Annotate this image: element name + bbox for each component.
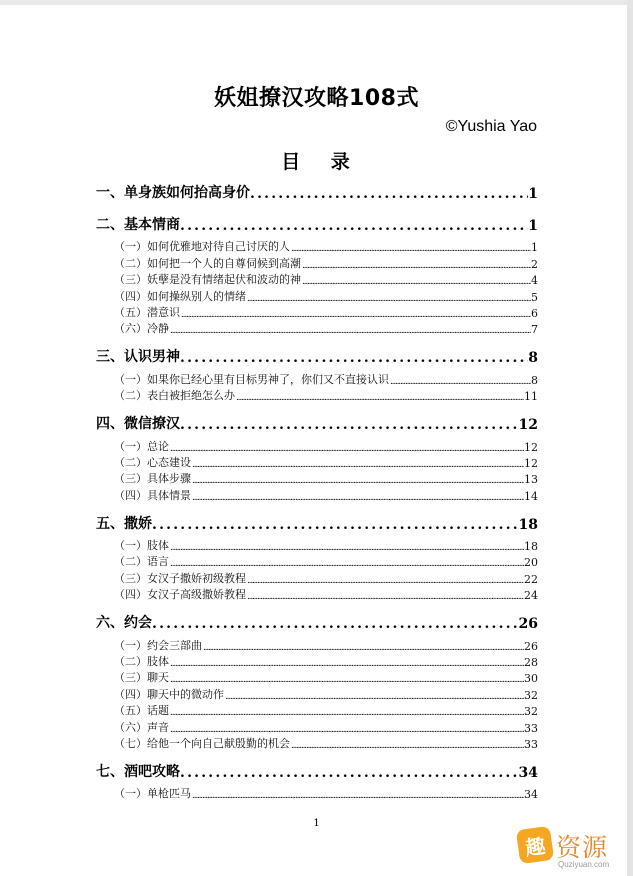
toc-leader-dots: [250, 186, 528, 202]
toc-subsection-entry[interactable]: [96, 287, 538, 303]
toc-subsection-entry[interactable]: [96, 569, 538, 585]
toc-subsection-label: （一）约会三部曲: [114, 638, 202, 652]
toc-leader-dots: [180, 417, 519, 433]
toc-subsection-label: （二）语言: [114, 555, 169, 569]
toc-leader-dots: [236, 393, 524, 403]
toc-subsection-page: 11: [524, 390, 538, 404]
toc-subsection-label: （三）具体步骤: [114, 472, 191, 486]
toc-subsection-entry[interactable]: [96, 653, 538, 669]
toc-leader-dots: [247, 592, 524, 602]
toc-section-page: 12: [518, 417, 538, 434]
toc-leader-dots: [170, 725, 524, 735]
toc-subsection-entry[interactable]: [96, 636, 538, 652]
toc-subsection-page: 32: [524, 688, 538, 702]
toc-subsection-page: 12: [524, 440, 538, 454]
toc-subsection-page: 32: [524, 705, 538, 719]
toc-subsection-entry[interactable]: [96, 238, 538, 254]
toc-subsection-label: （三）聊天: [114, 671, 169, 685]
toc-subsection-entry[interactable]: [96, 271, 538, 287]
toc-subsection-label: （四）聊天中的微动作: [114, 687, 224, 701]
toc-subsection-entry[interactable]: [96, 553, 538, 569]
toc-subsection-label: （六）声音: [114, 720, 169, 734]
toc-subsection-list: [96, 437, 538, 503]
toc-subsection-label: （六）冷静: [114, 322, 169, 336]
toc-subsection-entry[interactable]: [96, 304, 538, 320]
toc-subsection-page: 1: [531, 241, 538, 255]
toc-leader-dots: [291, 741, 524, 751]
toc-subsection-page: 2: [531, 257, 538, 271]
page-number: 1: [313, 818, 320, 829]
toc-section-page: 34: [518, 764, 538, 781]
toc-subsection-label: （四）如何操纵别人的情绪: [114, 289, 246, 303]
toc-subsection-list: [96, 537, 538, 603]
toc-leader-dots: [152, 517, 519, 533]
toc-section-page: 26: [518, 616, 538, 633]
toc-subsection-page: 5: [531, 290, 538, 304]
toc-subsection-list: [96, 370, 538, 403]
toc-section-page: 1: [528, 218, 538, 234]
toc-leader-dots: [170, 559, 524, 569]
toc-leader-dots: [390, 377, 531, 387]
toc-leader-dots: [302, 261, 531, 271]
toc-section-entry[interactable]: [96, 178, 538, 202]
toc-section-label: 四、微信撩汉: [96, 416, 180, 433]
toc-subsection-page: 8: [531, 373, 538, 387]
toc-section-page: 8: [528, 350, 538, 367]
toc-leader-dots: [180, 765, 519, 781]
toc-section-entry[interactable]: [96, 608, 538, 632]
toc-section-label: 七、酒吧攻略: [96, 763, 180, 780]
toc-subsection-label: （三）女汉子撒娇初级教程: [114, 571, 246, 585]
toc-subsection-label: （五）话题: [114, 704, 169, 718]
toc-subsection-page: 33: [524, 737, 538, 751]
toc-leader-dots: [247, 576, 524, 586]
viewer-top-edge: [0, 0, 633, 5]
toc-leader-dots: [152, 616, 519, 632]
toc-section-entry[interactable]: [96, 509, 538, 533]
toc-subsection-entry[interactable]: [96, 486, 538, 502]
toc-leader-dots: [192, 460, 524, 470]
toc-section-page: 18: [518, 516, 538, 533]
toc-subsection-entry[interactable]: [96, 735, 538, 751]
toc-subsection-label: （七）给他一个向自己献殷勤的机会: [114, 736, 290, 750]
toc-subsection-page: 18: [524, 540, 538, 554]
toc-subsection-page: 20: [524, 556, 538, 570]
toc-subsection-entry[interactable]: [96, 387, 538, 403]
toc-subsection-list: [96, 636, 538, 751]
toc-subsection-page: 6: [531, 306, 538, 320]
toc-leader-dots: [192, 493, 524, 503]
viewer-scrollbar[interactable]: [627, 0, 633, 876]
toc-subsection-page: 14: [524, 489, 538, 503]
toc-subsection-page: 12: [524, 456, 538, 470]
toc-leader-dots: [291, 244, 531, 254]
toc-subsection-entry[interactable]: [96, 537, 538, 553]
toc-leader-dots: [181, 310, 531, 320]
toc-subsection-entry[interactable]: [96, 454, 538, 470]
toc-leader-dots: [170, 543, 524, 553]
toc-subsection-entry[interactable]: [96, 320, 538, 336]
toc-section-entry[interactable]: [96, 757, 538, 781]
toc-subsection-label: （一）肢体: [114, 539, 169, 553]
toc-section-entry[interactable]: [96, 210, 538, 234]
toc-subsection-entry[interactable]: [96, 685, 538, 701]
toc-section-entry[interactable]: [96, 409, 538, 433]
toc-leader-dots: [170, 675, 524, 685]
toc-leader-dots: [170, 444, 524, 454]
toc-subsection-page: 34: [524, 788, 538, 802]
toc-leader-dots: [170, 708, 524, 718]
toc-subsection-label: （一）如何优雅地对待自己讨厌的人: [114, 240, 290, 254]
toc-subsection-label: （二）表白被拒绝怎么办: [114, 389, 235, 403]
toc-section-label: 一、单身族如何抬高身价: [96, 185, 250, 201]
toc-subsection-page: 30: [524, 672, 538, 686]
toc-subsection-entry[interactable]: [96, 586, 538, 602]
toc-subsection-page: 28: [524, 656, 538, 670]
table-of-contents: [96, 176, 538, 807]
toc-subsection-label: （二）肢体: [114, 655, 169, 669]
toc-subsection-label: （二）如何把一个人的自尊伺候到高潮: [114, 256, 301, 270]
toc-leader-dots: [192, 791, 524, 801]
toc-subsection-page: 13: [524, 473, 538, 487]
toc-section-label: 二、基本情商: [96, 217, 180, 233]
watermark-logo: [518, 828, 624, 872]
toc-subsection-label: （四）具体情景: [114, 488, 191, 502]
toc-leader-dots: [247, 294, 531, 304]
toc-leader-dots: [203, 643, 524, 653]
toc-subsection-entry[interactable]: [96, 370, 538, 386]
toc-leader-dots: [180, 218, 528, 234]
watermark-mark-icon: 趣: [516, 826, 554, 864]
toc-section-label: 六、约会: [96, 615, 152, 632]
document-author: ©Yushia Yao: [445, 118, 537, 135]
toc-leader-dots: [170, 326, 531, 336]
toc-subsection-list: [96, 238, 538, 336]
toc-leader-dots: [170, 659, 524, 669]
watermark-text: 资源: [556, 833, 609, 862]
document-title: 妖姐撩汉攻略108式: [214, 86, 419, 111]
toc-subsection-page: 33: [524, 721, 538, 735]
toc-subsection-page: 7: [531, 323, 538, 337]
watermark-url: Quziyuan.com: [558, 860, 610, 869]
toc-leader-dots: [180, 350, 528, 366]
toc-subsection-entry[interactable]: [96, 785, 538, 801]
toc-subsection-label: （一）总论: [114, 439, 169, 453]
toc-subsection-entry[interactable]: [96, 470, 538, 486]
toc-section-page: 1: [528, 186, 538, 202]
toc-subsection-page: 24: [524, 589, 538, 603]
toc-subsection-label: （一）单枪匹马: [114, 787, 191, 801]
toc-subsection-label: （一）如果你已经心里有目标男神了，你们又不直接认识: [114, 372, 389, 386]
toc-subsection-page: 22: [524, 572, 538, 586]
toc-subsection-entry[interactable]: [96, 718, 538, 734]
toc-subsection-label: （五）潜意识: [114, 305, 180, 319]
toc-section-label: 三、认识男神: [96, 349, 180, 366]
toc-subsection-label: （三）妖孽是没有情绪起伏和波动的神: [114, 273, 301, 287]
toc-subsection-entry[interactable]: [96, 254, 538, 270]
toc-subsection-entry[interactable]: [96, 702, 538, 718]
toc-leader-dots: [192, 476, 524, 486]
toc-subsection-entry[interactable]: [96, 437, 538, 453]
toc-leader-dots: [225, 692, 524, 702]
toc-leader-dots: [302, 277, 531, 287]
toc-subsection-list: [96, 785, 538, 801]
toc-subsection-page: 4: [531, 274, 538, 288]
toc-subsection-page: 26: [524, 639, 538, 653]
toc-subsection-label: （四）女汉子高级撒娇教程: [114, 588, 246, 602]
toc-section-label: 五、撒娇: [96, 515, 152, 532]
toc-heading: 目 录: [281, 151, 362, 173]
toc-subsection-label: （二）心态建设: [114, 455, 191, 469]
toc-section-entry[interactable]: [96, 342, 538, 366]
toc-subsection-entry[interactable]: [96, 669, 538, 685]
